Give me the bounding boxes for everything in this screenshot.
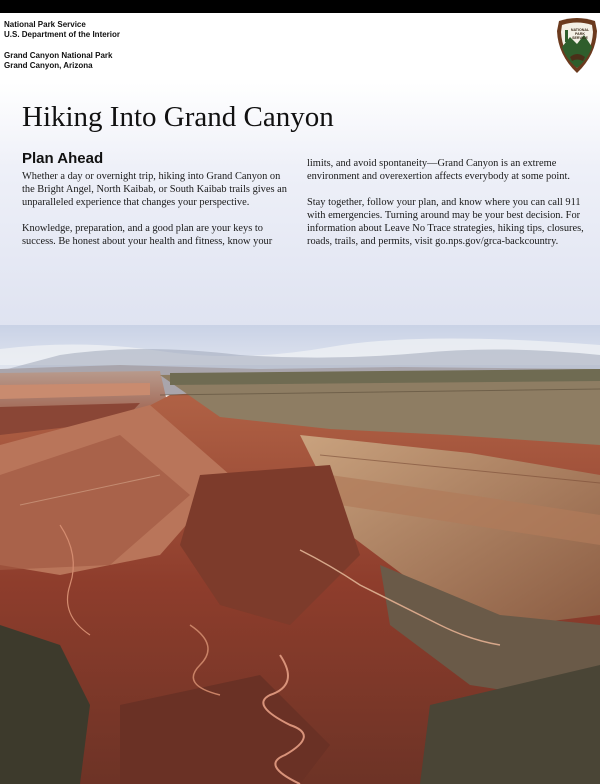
- svg-text:PARK: PARK: [575, 32, 585, 36]
- park-block: [4, 51, 112, 71]
- text-column-right: [307, 157, 591, 248]
- paragraph: Whether a day or overnight trip, hiking into Grand Canyon on the Bright Angel, North Kaibab, or South Kaibab trails gives an unparalleled experience that changes your perspective.: [22, 171, 287, 208]
- paragraph: limits, and avoid spontaneity—Grand Canyon is an extreme environment and overexertion affects everybody at some point.: [307, 158, 570, 182]
- page-title: Hiking Into Grand Canyon: [22, 101, 334, 133]
- header: [0, 13, 600, 83]
- top-black-bar: [0, 0, 600, 13]
- svg-text:SERVICE: SERVICE: [572, 36, 588, 40]
- paragraph: Knowledge, preparation, and a good plan are your keys to success. Be honest about your health and fitness, know your: [22, 223, 273, 247]
- svg-text:NATIONAL: NATIONAL: [570, 28, 590, 32]
- intro-panel: [0, 83, 600, 325]
- nps-arrowhead-icon: [555, 17, 599, 75]
- text-column-left: [22, 170, 294, 248]
- grand-canyon-landscape-photo: [0, 325, 600, 784]
- park-name: Grand Canyon National Park: [4, 51, 113, 60]
- department-name: U.S. Department of the Interior: [4, 30, 121, 39]
- park-location: Grand Canyon, Arizona: [4, 61, 93, 70]
- agency-block: [4, 20, 120, 40]
- section-heading: Plan Ahead: [22, 150, 104, 167]
- agency-name: National Park Service: [4, 20, 86, 29]
- paragraph: Stay together, follow your plan, and know where you can call 911 with emergencies. Turning around may be your best decision. For information about Leave No Trace strategies, hiking tips, closures, roads, trails, and permits, visit go.nps.gov/grca-backcountry.: [307, 197, 584, 247]
